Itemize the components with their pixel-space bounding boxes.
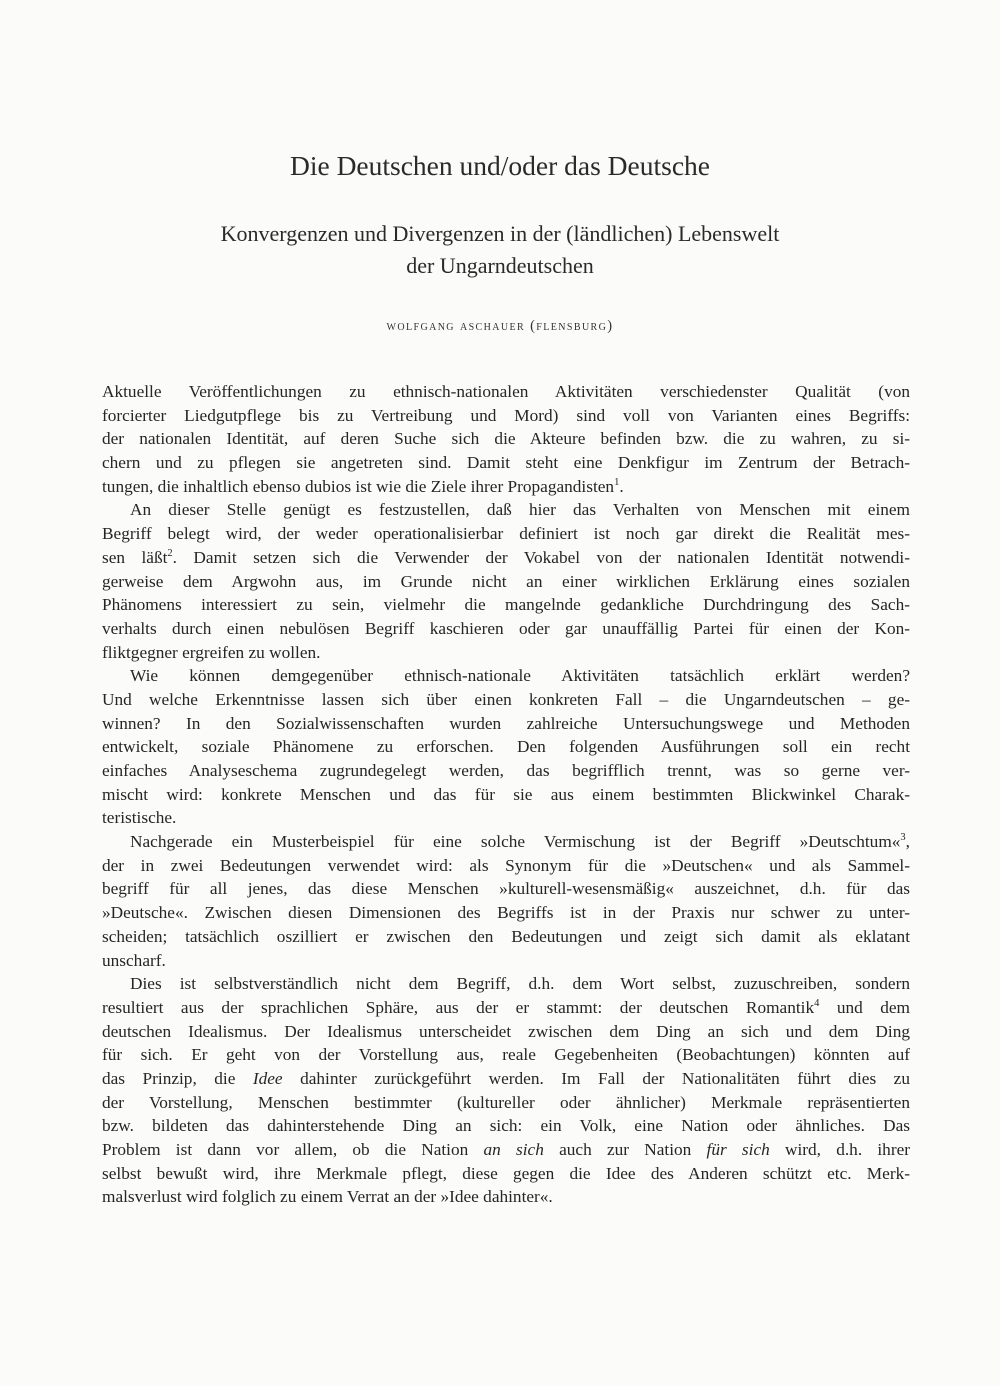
paragraph-5 <box>102 972 910 1209</box>
text-run: tungen, die inhaltlich ebenso dubios ist wie die Ziele ihrer Propagandisten <box>102 476 615 496</box>
text-run: das Prinzip, die <box>102 1068 253 1088</box>
text-line: scheiden; tatsächlich oszilliert er zwischen den Bedeutungen und zeigt sich damit als eklatant <box>102 926 910 946</box>
emphasis: Idee <box>252 1068 283 1088</box>
text-line: mischt wird: konkrete Menschen und das für sie aus einem bestimmten Blickwinkel Charak- <box>102 784 910 804</box>
text-line: Und welche Erkenntnisse lassen sich über einen konkreten Fall – die Ungarndeutschen – ge- <box>102 689 910 709</box>
text-line: chern und zu pflegen sie angetreten sind. Damit steht eine Denkfigur im Zentrum der Betrach- <box>102 453 910 473</box>
footnote-marker: 2 <box>167 548 173 560</box>
text-line: »Deutsche«. Zwischen diesen Dimensionen des Begriffs ist in der Praxis nur schwer zu unter- <box>102 903 910 923</box>
text-run: sen läßt <box>102 547 168 567</box>
paragraph-2 <box>102 498 910 664</box>
text-line: Wie können demgegenüber ethnisch-nationale Aktivitäten tatsächlich erklärt werden? <box>130 666 910 686</box>
text-line: Dies ist selbstverständlich nicht dem Begriff, d.h. dem Wort selbst, zuzuschreiben, sondern <box>130 974 910 994</box>
text-line <box>102 1067 910 1091</box>
text-run: . Damit setzen sich die Verwender der Vokabel von der nationalen Identität notwendi- <box>172 547 910 567</box>
text-line: Aktuelle Veröffentlichungen zu ethnisch-nationalen Aktivitäten verschiedenster Qualität (von <box>102 382 910 401</box>
text-run: Nachgerade ein Musterbeispiel für eine solche Vermischung ist der Begriff »Deutschtum« <box>130 832 901 852</box>
text-line: fliktgegner ergreifen zu wollen. <box>102 642 321 662</box>
emphasis: an sich <box>483 1140 544 1159</box>
text-line: gerweise dem Argwohn aus, im Grunde nicht an einer wirklichen Erklärung eines sozialen <box>102 571 910 591</box>
paragraph-3 <box>102 664 910 830</box>
footnote-marker: 3 <box>900 832 906 844</box>
paragraph-4 <box>102 830 910 972</box>
text-line: verhalts durch einen nebulösen Begriff kaschieren oder gar unauffällig Partei für einen der Kon- <box>102 618 910 638</box>
text-line: winnen? In den Sozialwissenschaften wurden zahlreiche Untersuchungswege und Methoden <box>102 713 910 733</box>
text-line: unscharf. <box>102 950 166 970</box>
text-line: entwickelt, soziale Phänomene zu erforschen. Den folgenden Ausführungen soll ein recht <box>102 737 910 757</box>
text-line <box>102 475 910 499</box>
page-subtitle <box>0 218 1000 282</box>
author-line: wolfgang aschauer (flensburg) <box>386 318 614 334</box>
text-line: malsverlust wird folglich zu einem Verrat an der »Idee dahinter«. <box>102 1187 553 1207</box>
text-line: Begriff belegt wird, der weder operationalisierbar definiert ist noch gar direkt die Realität mes- <box>102 524 910 544</box>
text-run: . <box>619 476 624 496</box>
text-line <box>102 546 910 570</box>
text-line: forcierter Liedgutpflege bis zu Vertreibung und Mord) sind voll von Varianten eines Begriffs: <box>102 405 910 425</box>
text-line <box>102 1138 910 1162</box>
text-line: begriff für all jenes, das diese Menschen »kulturell-wesensmäßig« auszeichnet, d.h. für das <box>102 879 910 899</box>
text-line: bzw. bildeten das dahinterstehende Ding an sich: ein Volk, eine Nation oder ähnliches. Das <box>102 1116 910 1136</box>
text-run: resultiert aus der sprachlichen Sphäre, aus der er stammt: der deutschen Romantik <box>102 997 815 1017</box>
text-run: auch zur Nation <box>543 1140 707 1159</box>
page-title: Die Deutschen und/oder das Deutsche <box>289 150 710 181</box>
text-run: dahinter zurückgeführt werden. Im Fall der Nationalitäten führt dies zu <box>282 1068 910 1088</box>
text-line: teristische. <box>102 808 177 828</box>
text-line: deutschen Idealismus. Der Idealismus unterscheidet zwischen dem Ding an sich und dem Ding <box>102 1021 910 1041</box>
article-body <box>102 380 910 1209</box>
text-line: der Vorstellung, Menschen bestimmter (kultureller oder ähnlicher) Merkmale repräsentierten <box>102 1092 910 1112</box>
text-line: Phänomens interessiert zu sein, vielmehr die mangelnde gedankliche Durchdringung des Sach- <box>102 595 910 615</box>
footnote-marker: 4 <box>814 998 820 1010</box>
text-line: für sich. Er geht von der Vorstellung aus, reale Gegebenheiten (Beobachtungen) könnten auf <box>102 1045 910 1065</box>
subtitle-line: der Ungarndeutschen <box>406 253 594 278</box>
footnote-marker: 1 <box>614 476 620 488</box>
text-line: An dieser Stelle genügt es festzustellen, daß hier das Verhalten von Menschen mit einem <box>130 500 910 520</box>
text-line: der in zwei Bedeutungen verwendet wird: als Synonym für die »Deutschen« und als Sammel- <box>102 855 910 875</box>
text-line: selbst bewußt wird, ihre Merkmale pflegt, diese gegen die Idee des Anderen schützt etc. Merk- <box>102 1163 910 1183</box>
emphasis: für sich <box>706 1140 770 1159</box>
text-line <box>102 830 910 854</box>
paragraph-1 <box>102 380 910 498</box>
text-run: wird, d.h. ihrer <box>769 1140 910 1159</box>
text-line: einfaches Analyseschema zugrundegelegt werden, das begrifflich trennt, was so gerne ver- <box>102 761 910 780</box>
text-line: der nationalen Identität, auf deren Suche sich die Akteure befinden bzw. die zu wahren, zu si- <box>102 429 910 449</box>
text-run: , <box>905 832 910 852</box>
text-run: Problem ist dann vor allem, ob die Nation <box>102 1140 484 1159</box>
subtitle-line: Konvergenzen und Divergenzen in der (ländlichen) Lebenswelt <box>220 221 780 246</box>
text-run: und dem <box>819 997 910 1017</box>
text-line <box>102 996 910 1020</box>
